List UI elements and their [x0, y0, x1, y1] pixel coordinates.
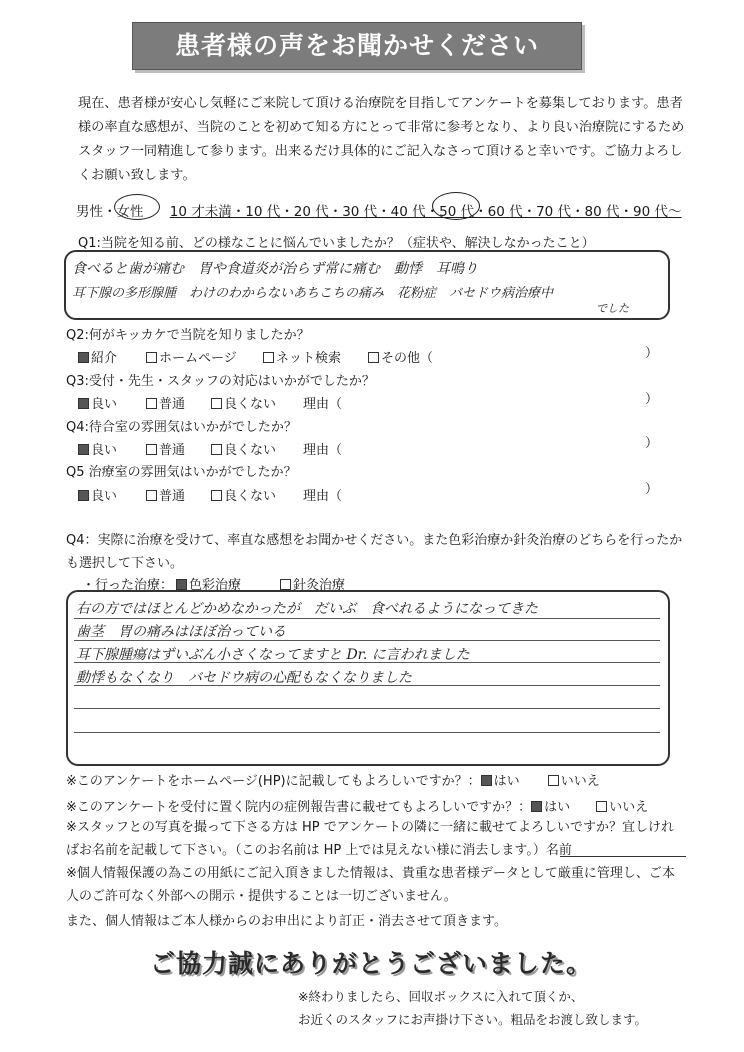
- checkbox-icon[interactable]: [211, 490, 222, 501]
- q4-impression-question-2: も選択して下さい。: [66, 556, 184, 571]
- checkbox-checked-icon[interactable]: [78, 490, 89, 501]
- q3-option-normal[interactable]: 普通: [146, 393, 185, 412]
- answer-rule: [74, 708, 660, 709]
- consent-photo: ※スタッフとの写真を撮って下さる方は HP でアンケートの隣に一緒に載せてよろしいですか？宜しければお名前を記載して下さい。（このお名前は HP 上では見えない様に消去します。）名前: [66, 820, 674, 858]
- q3-close-paren: ）: [645, 392, 659, 407]
- q1-question: Q1:当院を知る前、どの様なことに悩んでいましたか？（症状や、解決しなかったこと）: [78, 236, 595, 251]
- checkbox-checked-icon[interactable]: [176, 579, 187, 590]
- checkbox-icon[interactable]: [146, 490, 157, 501]
- checkbox-checked-icon[interactable]: [78, 444, 89, 455]
- checkbox-icon[interactable]: [211, 444, 222, 455]
- q5-option-good[interactable]: 良い: [78, 485, 117, 504]
- gender-female[interactable]: 女性: [116, 204, 144, 220]
- q5-option-bad[interactable]: 良くない: [211, 485, 276, 504]
- q2-option-referral[interactable]: 紹介: [78, 347, 117, 366]
- checkbox-icon[interactable]: [146, 352, 157, 363]
- checkbox-checked-icon[interactable]: [531, 801, 542, 812]
- checkbox-icon[interactable]: [548, 775, 559, 786]
- demographics-row: [76, 200, 682, 220]
- consent-report-yes[interactable]: はい: [544, 800, 571, 815]
- impression-answer-2: 歯茎 胃の痛みはほぼ治っている: [76, 624, 286, 640]
- q2-option-net-search[interactable]: ネット検索: [263, 347, 341, 366]
- consent-hp-no[interactable]: いいえ: [560, 774, 600, 789]
- consent-report: ※このアンケートを受付に置く院内の症例報告書に載せてもよろしいですか？： はい いいえ: [66, 800, 649, 815]
- q5-option-normal[interactable]: 普通: [146, 485, 185, 504]
- q4-waiting-question: Q4:待合室の雰囲気はいかがでしたか？: [66, 420, 297, 435]
- q4-waiting-reason[interactable]: 理由（: [303, 443, 343, 458]
- privacy-correction: また、個人情報はご本人様からのお申出により訂正・消去させて頂きます。: [66, 914, 507, 929]
- age-options[interactable]: 10 才未満・10 代・20 代・30 代・40 代・50 代・60 代・70 代・80 代・90 代～: [169, 204, 682, 220]
- answer-rule: [74, 732, 660, 733]
- impression-answer-4: 動悸もなくなり バセドウ病の心配もなくなりました: [76, 670, 412, 686]
- checkbox-icon[interactable]: [368, 352, 379, 363]
- page-title: 患者様の声をお聞かせください: [174, 31, 539, 60]
- gender-male[interactable]: 男性: [76, 204, 103, 220]
- treatment-label: ・行った治療：: [82, 578, 174, 593]
- q4-impression-question-1: Q4：実際に治療を受けて、率直な感想をお聞かせください。また色彩治療か針灸治療のどちらを行ったか: [66, 533, 683, 548]
- answer-rule: [74, 618, 660, 619]
- impression-answer-3: 耳下腺腫瘍はずいぶん小さくなってますと Dr. に言われました: [76, 647, 470, 663]
- q5-close-paren: ）: [645, 482, 659, 497]
- treatment-option-acupuncture[interactable]: 針灸治療: [280, 574, 345, 593]
- q3-option-bad[interactable]: 良くない: [211, 393, 276, 412]
- footer-note-2: お近くのスタッフにお声掛け下さい。粗品をお渡し致します。: [298, 1012, 648, 1027]
- q1-handwritten-1: 食べると歯が痛む 胃や食道炎が治らず常に痛む 動悸 耳鳴り: [72, 261, 478, 277]
- checkbox-icon[interactable]: [280, 579, 291, 590]
- q4-waiting-close-paren: ）: [645, 436, 659, 451]
- q5-reason[interactable]: 理由（: [303, 489, 343, 504]
- checkbox-checked-icon[interactable]: [78, 352, 89, 363]
- name-input-line[interactable]: [560, 856, 686, 857]
- checkbox-icon[interactable]: [146, 444, 157, 455]
- female-circle-mark: [114, 194, 160, 220]
- consent-hp-yes[interactable]: はい: [493, 774, 520, 789]
- q3-question: Q3:受付・先生・スタッフの対応はいかがでしたか？: [66, 374, 375, 389]
- privacy-notice: ※個人情報保護の為この用紙にご記入頂きました情報は、貴重な患者様データとして厳重に管理し、ご本人のご許可なく外部への開示・提供することは一切ございません。: [66, 866, 675, 904]
- age-50s-circle-mark: [432, 192, 480, 220]
- q4-waiting-option-normal[interactable]: 普通: [146, 439, 185, 458]
- q1-handwritten-2: 耳下腺の多形腺腫 わけのわからないあちこちの痛み 花粉症 バセドウ病治療中: [72, 286, 554, 301]
- checkbox-checked-icon[interactable]: [78, 398, 89, 409]
- checkbox-icon[interactable]: [596, 801, 607, 812]
- title-banner: [132, 22, 582, 70]
- q5-question: Q5 治療室の雰囲気はいかがでしたか？: [66, 465, 297, 480]
- consent-report-no[interactable]: いいえ: [609, 800, 649, 815]
- checkbox-icon[interactable]: [263, 352, 274, 363]
- checkbox-icon[interactable]: [146, 398, 157, 409]
- q2-question: Q2:何がキッカケで当院を知りましたか？: [66, 328, 310, 343]
- checkbox-icon[interactable]: [211, 398, 222, 409]
- q1-handwritten-3: でした: [596, 302, 629, 315]
- footer-note-1: ※終わりましたら、回収ボックスに入れて頂くか、: [298, 989, 584, 1004]
- consent-hp: ※このアンケートをホームページ(HP)に記載してもよろしいですか？： はい いいえ: [66, 774, 600, 789]
- q2-close-paren: ）: [645, 346, 659, 361]
- q3-reason[interactable]: 理由（: [303, 397, 343, 412]
- treatment-option-color[interactable]: 色彩治療: [176, 574, 241, 593]
- thanks-message: ご協力誠にありがとうございました。: [150, 949, 593, 978]
- q2-option-homepage[interactable]: ホームページ: [146, 347, 237, 366]
- q4-waiting-option-bad[interactable]: 良くない: [211, 439, 276, 458]
- q4-waiting-option-good[interactable]: 良い: [78, 439, 117, 458]
- intro-text: 現在、患者様が安心し気軽にご来院して頂ける治療院を目指してアンケートを募集しております。患者様の率直な感想が、当院のことを初めて知る方にとって非常に参考となり、より良い治療院にするためスタッフ一同精進して参ります。出来るだけ具体的にご記入なさって頂けると幸いです。ご協力よろしくお願い致します。: [78, 96, 685, 183]
- checkbox-checked-icon[interactable]: [481, 775, 492, 786]
- gender-sep: ・: [103, 204, 117, 220]
- impression-answer-1: 右の方ではほとんどかめなかったが だいぶ 食べれるようになってきた: [76, 601, 538, 617]
- q3-option-good[interactable]: 良い: [78, 393, 117, 412]
- q2-option-other[interactable]: その他（: [368, 347, 433, 366]
